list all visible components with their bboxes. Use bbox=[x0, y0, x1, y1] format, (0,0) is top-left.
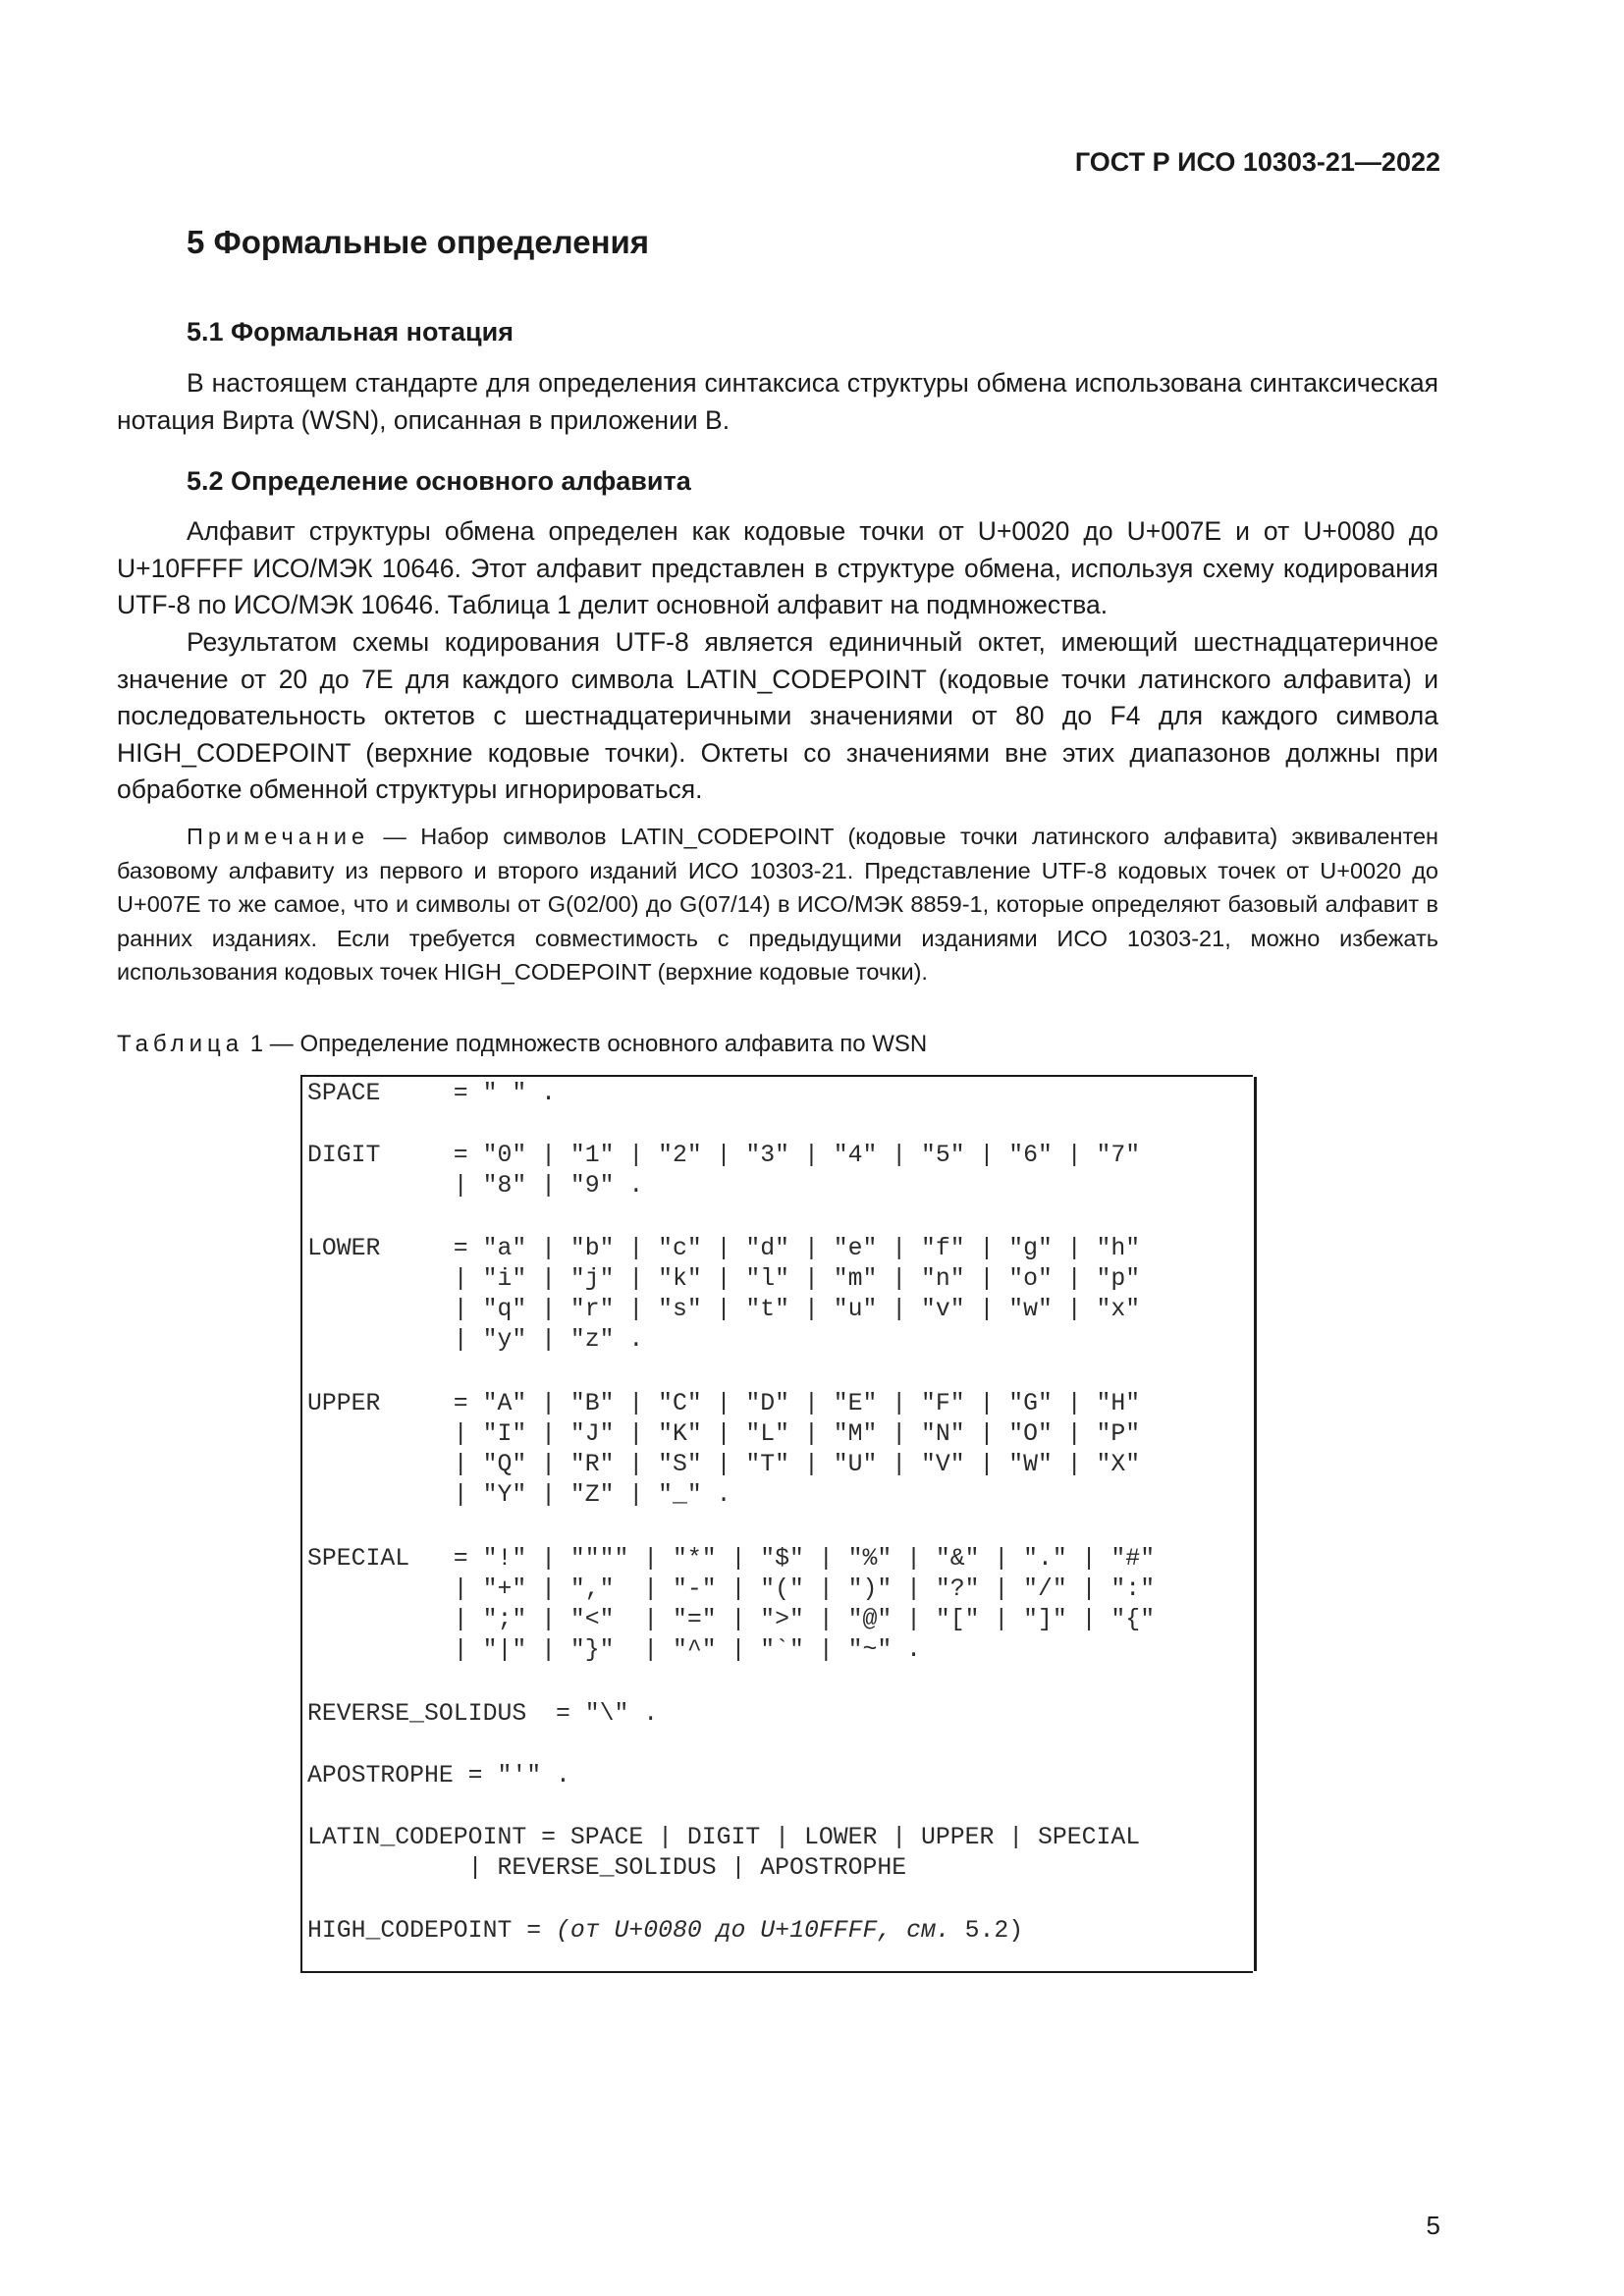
wsn-line: REVERSE_SOLIDUS = "\" . bbox=[307, 1700, 659, 1728]
paragraph-5-1: В настоящем стандарте для определения синтаксиса структуры обмена использована синтаксическая нотация Вирта (WSN), описанная в приложении В. bbox=[117, 368, 1438, 435]
wsn-block-space bbox=[307, 1079, 556, 1109]
subsection-title-5-1: 5.1 Формальная нотация bbox=[187, 317, 514, 347]
table-label: Таблица bbox=[117, 1031, 244, 1057]
paragraph-5-2-b: Результатом схемы кодирования UTF-8 является единичный октет, имеющий шестнадцатеричное значение от 20 до 7E для каждого символа LATIN_CODEPOINT (кодовые точки латинского алфавита) и последовательность октетов с шестнадцатеричными значениями от 80 до F4 для каждого символа HIGH_CODEPOINT (верхние кодовые точки). Октеты со значениями вне этих диапазонов должны при обработке обменной структуры игнорироваться. bbox=[117, 627, 1438, 804]
document-code-header: ГОСТ Р ИСО 10303-21—2022 bbox=[1074, 147, 1440, 177]
wsn-line: | "+" | "," | "-" | "(" | ")" | "?" | "/" | ":" bbox=[307, 1575, 1156, 1603]
wsn-line: UPPER = "A" | "B" | "C" | "D" | "E" | "F" | "G" | "H" bbox=[307, 1390, 1141, 1417]
wsn-line: | "Y" | "Z" | "_" . bbox=[307, 1481, 731, 1509]
wsn-block-upper bbox=[307, 1389, 1140, 1511]
note-label: Примечание bbox=[187, 824, 370, 849]
wsn-block-reverse-solidus bbox=[307, 1699, 658, 1730]
wsn-line: | "8" | "9" . bbox=[307, 1172, 644, 1200]
wsn-line: | "|" | "}" | "^" | "`" | "~" . bbox=[307, 1636, 921, 1664]
page-number: 5 bbox=[1426, 2211, 1440, 2240]
paragraph-5-2-a: Алфавит структуры обмена определен как кодовые точки от U+0020 до U+007E и от U+0080 до U+10FFFF ИСО/МЭК 10646. Этот алфавит представлен в структуре обмена, используя схему кодирования UTF-8 по ИСО/МЭК 10646. Таблица 1 делит основной алфавит на подмножества. bbox=[117, 516, 1438, 619]
wsn-line: HIGH_CODEPOINT = bbox=[307, 1917, 556, 1945]
note-text: — Набор символов LATIN_CODEPOINT (кодовые точки латинского алфавита) эквивалентен базовому алфавиту из первого и второго изданий ИСО 10303-21. Представление UTF-8 кодовых точек от U+0020 до U+007E то же самое, что и символы от G(02/00) до G(07/14) в ИСО/МЭК 8859-1, которые определяют базовый алфавит в ранних изданиях. Если требуется совместимость с предыдущими изданиями ИСО 10303-21, можно избежать использования кодовых точек HIGH_CODEPOINT (верхние кодовые точки). bbox=[117, 824, 1438, 985]
wsn-line: SPECIAL = "!" | """" | "*" | "$" | "%" | "&" | "." | "#" bbox=[307, 1545, 1156, 1573]
table-caption bbox=[117, 1031, 927, 1058]
wsn-line: LATIN_CODEPOINT = SPACE | DIGIT | LOWER | UPPER | SPECIAL bbox=[307, 1824, 1141, 1851]
wsn-line: DIGIT = "0" | "1" | "2" | "3" | "4" | "5" | "6" | "7" bbox=[307, 1142, 1141, 1169]
wsn-line: APOSTROPHE = "'" . bbox=[307, 1762, 570, 1789]
wsn-block-high-codepoint bbox=[307, 1916, 1023, 1947]
wsn-line: LOWER = "a" | "b" | "c" | "d" | "e" | "f" | "g" | "h" bbox=[307, 1235, 1141, 1262]
wsn-italic-comment: (от U+0080 до U+10FFFF, см. bbox=[555, 1917, 950, 1945]
wsn-line: | "I" | "J" | "K" | "L" | "M" | "N" | "O" | "P" bbox=[307, 1420, 1141, 1448]
wsn-line: | "i" | "j" | "k" | "l" | "m" | "n" | "o" | "p" bbox=[307, 1265, 1141, 1293]
table-right-border bbox=[1254, 1077, 1257, 1971]
wsn-line: | REVERSE_SOLIDUS | APOSTROPHE bbox=[307, 1854, 907, 1882]
section-title: 5 Формальные определения bbox=[187, 224, 650, 260]
wsn-block-lower bbox=[307, 1234, 1140, 1356]
wsn-line: SPACE = " " . bbox=[307, 1080, 556, 1107]
wsn-block-apostrophe bbox=[307, 1761, 570, 1791]
wsn-line: | "Q" | "R" | "S" | "T" | "U" | "V" | "W" | "X" bbox=[307, 1451, 1141, 1478]
note bbox=[117, 820, 1438, 989]
table-caption-text: 1 — Определение подмножеств основного алфавита по WSN bbox=[244, 1031, 928, 1057]
wsn-line: | ";" | "<" | "=" | ">" | "@" | "[" | "]" | "{" bbox=[307, 1606, 1156, 1633]
wsn-line: | "y" | "z" . bbox=[307, 1326, 644, 1354]
subsection-title-5-2: 5.2 Определение основного алфавита bbox=[187, 466, 691, 496]
wsn-table bbox=[300, 1075, 1253, 1973]
wsn-line: | "q" | "r" | "s" | "t" | "u" | "v" | "w" | "x" bbox=[307, 1296, 1141, 1323]
wsn-block-latin-codepoint bbox=[307, 1823, 1140, 1884]
wsn-block-digit bbox=[307, 1141, 1140, 1201]
wsn-block-special bbox=[307, 1544, 1155, 1666]
wsn-line-tail: 5.2) bbox=[949, 1917, 1024, 1945]
